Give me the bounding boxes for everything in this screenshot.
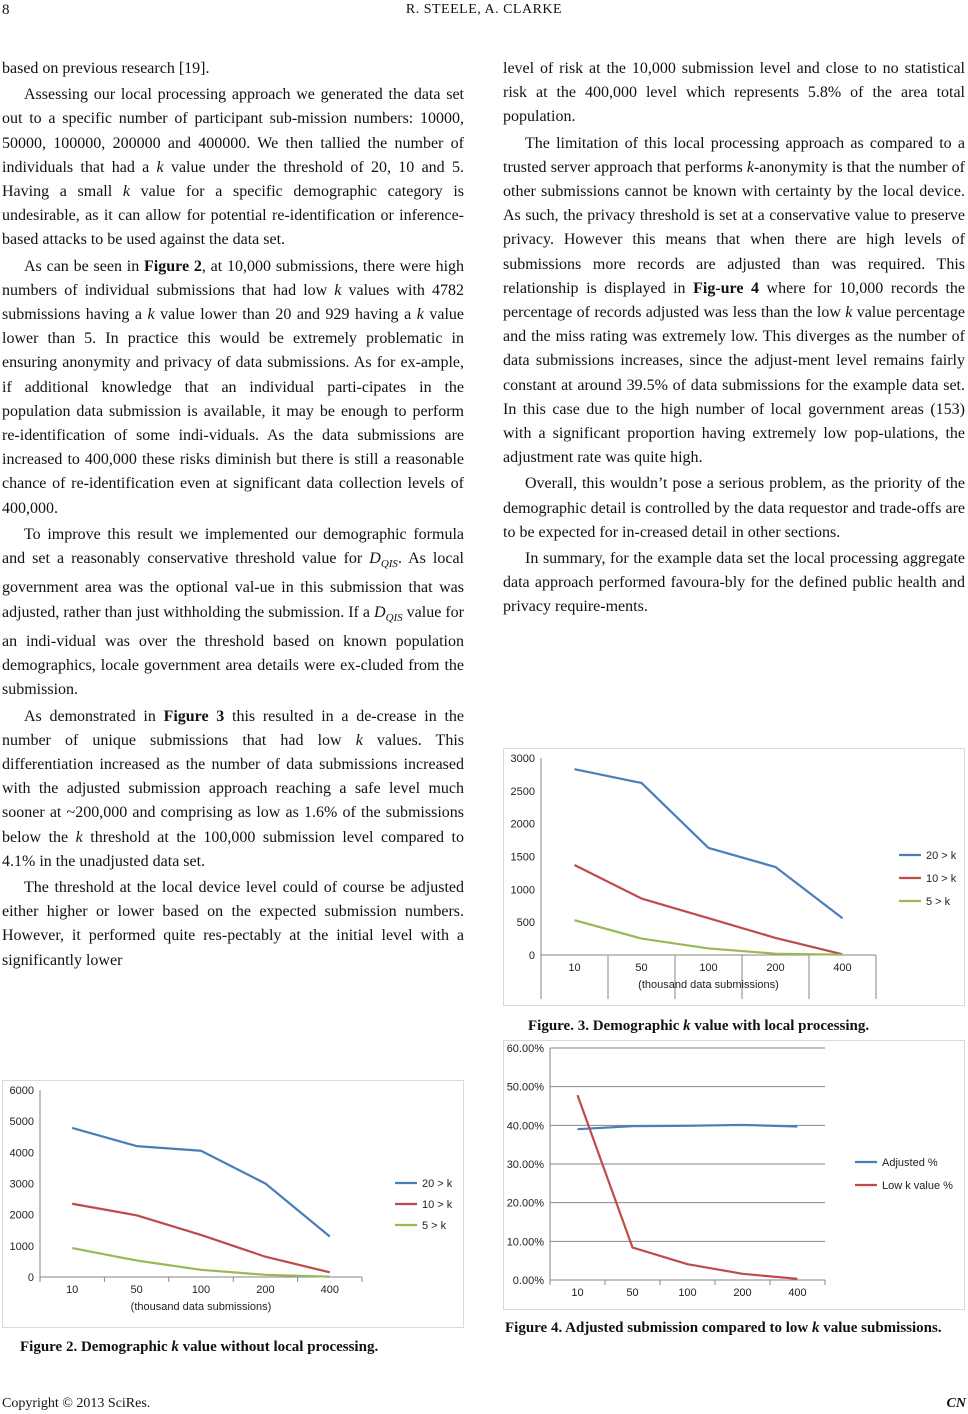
y-tick-label: 40.00% bbox=[506, 1120, 544, 1133]
y-tick-label: 1000 bbox=[510, 884, 535, 897]
x-tick-label: 50 bbox=[626, 1287, 639, 1299]
y-tick-label: 50.00% bbox=[506, 1081, 544, 1094]
x-tick-label: 10 bbox=[571, 1287, 584, 1299]
legend-label: 20 > k bbox=[926, 850, 957, 862]
x-tick-label: 100 bbox=[699, 962, 718, 974]
y-tick-label: 500 bbox=[516, 917, 535, 930]
right-column bbox=[503, 57, 965, 620]
legend-label: 10 > k bbox=[926, 873, 957, 885]
x-tick-label: 200 bbox=[733, 1287, 752, 1299]
figure-3-caption: Figure. 3. Demographic k value with local processing. bbox=[528, 1018, 870, 1034]
paragraph: The threshold at the local device level could of course be adjusted either higher or lower based on the expected submission numbers. However, it performed quite res-pectably at the initial level with a significantly lower bbox=[2, 879, 464, 969]
paragraph: As demonstrated in Figure 3 this resulted in a de-crease in the number of unique submissions that had low k values. This differentiation increased as the number of data submissions increased with the adjusted submission approach reaching a safe level much sooner at ~200,000 and comprising as low as 1.6% of the submissions below the k threshold at the 100,000 submission level compared to 4.1% in the unadjusted data set. bbox=[2, 707, 464, 870]
x-tick-label: 50 bbox=[635, 962, 648, 974]
y-tick-label: 1000 bbox=[9, 1240, 34, 1253]
fig4-svg bbox=[503, 1040, 965, 1310]
x-tick-label: 10 bbox=[66, 1284, 79, 1296]
y-tick-label: 4000 bbox=[9, 1147, 34, 1160]
y-tick-label: 30.00% bbox=[506, 1159, 544, 1171]
x-tick-label: 100 bbox=[191, 1284, 211, 1296]
paragraph: level of risk at the 10,000 submission level and close to no statistical risk at the 400,000 level which represents 5.8% of the area total population. bbox=[503, 60, 965, 126]
journal-footer: CN bbox=[946, 1396, 966, 1411]
page-number: 8 bbox=[2, 2, 10, 18]
legend-label: 20 > k bbox=[422, 1178, 453, 1190]
x-tick-label: 400 bbox=[833, 962, 852, 974]
figure-4-caption: Figure 4. Adjusted submission compared to low k value submissions. bbox=[505, 1320, 942, 1336]
y-tick-label: 0 bbox=[528, 950, 535, 962]
y-tick-label: 0.00% bbox=[512, 1275, 544, 1287]
x-tick-label: 100 bbox=[678, 1287, 697, 1299]
y-tick-label: 3000 bbox=[9, 1178, 34, 1191]
x-tick-label: 50 bbox=[130, 1284, 143, 1296]
legend-label: 5 > k bbox=[422, 1220, 447, 1232]
legend-label: 10 > k bbox=[422, 1199, 453, 1211]
running-header-authors: R. STEELE, A. CLARKE bbox=[405, 2, 563, 17]
y-tick-label: 2500 bbox=[510, 785, 535, 798]
legend-label: 5 > k bbox=[926, 896, 951, 908]
x-axis-label: (thousand data submissions) bbox=[130, 1301, 272, 1313]
paragraph: As can be seen in Figure 2, at 10,000 submissions, there were high numbers of individual submissions that had low k values with 4782 submissions having a k value lower than 20 and 929 having a k value lower than 5. In practice this would be extremely problematic in ensuring anonymity and privacy of data submissions. As for ex-ample, if additional knowledge that an individual parti-cipates in the population data submission is available, it may be enough to perform re-identification of some indi-viduals. As the data submissions are increased to 400,000 these risks diminish but there is still a reasonable chance of re-identification even at significant data collection levels of 400,000. bbox=[2, 257, 465, 517]
legend-label: Low k value % bbox=[882, 1180, 953, 1192]
x-tick-label: 400 bbox=[788, 1287, 807, 1299]
y-tick-label: 1500 bbox=[510, 851, 535, 864]
fig3-svg bbox=[503, 748, 965, 1006]
legend-label: Adjusted % bbox=[882, 1157, 938, 1169]
paragraph: The limitation of this local processing approach as compared to a trusted server approach that performs k-anonymity is that the number of other submissions cannot be known with certainty by the local device. As such, the privacy threshold is set at a conservative value to preserve privacy. However this means that when there are high levels of submissions more records are adjusted than was required. This relationship is displayed in Fig-ure 4 where for 10,000 records the percentage of records adjusted was less than the low k value percentage and the miss rating was extremely low. This diverges as the number of data submissions increases, since the adjust-ment level remains fairly constant at around 39.5% of data submissions for the example data set. In this case due to the high number of local government areas (153) with a significant proportion having extremely low pop-ulations, the adjustment rate was quite high. bbox=[503, 134, 966, 467]
figure-4-chart bbox=[503, 1040, 965, 1310]
paragraph: based on previous research [19]. bbox=[2, 60, 210, 77]
y-tick-label: 20.00% bbox=[506, 1197, 544, 1210]
y-tick-label: 5000 bbox=[9, 1116, 34, 1129]
y-tick-label: 6000 bbox=[9, 1085, 34, 1097]
x-tick-label: 200 bbox=[766, 962, 785, 974]
fig2-svg bbox=[2, 1080, 464, 1328]
figure-3-chart bbox=[503, 748, 965, 1006]
paragraph: To improve this result we implemented our demographic formula and set a reasonably conservative threshold value for $D_{QIS}$. As local government area was the optional val-ue in this submission that was adjusted, rather than just withholding the submission. If a $D_{QIS}$ value for an indi-vidual was over the threshold based on known population demographics, locale government area details were ex-cluded from the submission. bbox=[2, 525, 464, 699]
y-tick-label: 10.00% bbox=[506, 1236, 544, 1249]
paragraph: Overall, this wouldn’t pose a serious problem, as the priority of the demographic detail is controlled by the data requestor and trade-offs are to be expected for in-creased detail in other sections. bbox=[503, 475, 965, 541]
figure-2-chart bbox=[2, 1080, 464, 1328]
y-tick-label: 60.00% bbox=[506, 1043, 544, 1055]
x-tick-label: 400 bbox=[320, 1284, 339, 1296]
y-tick-label: 3000 bbox=[510, 753, 535, 765]
figure-2-caption: Figure 2. Demographic k value without local processing. bbox=[20, 1339, 379, 1355]
left-column bbox=[2, 57, 464, 973]
x-tick-label: 200 bbox=[256, 1284, 275, 1296]
paragraph: Assessing our local processing approach we generated the data set out to a specific number of participant sub-mission numbers: 10000, 50000, 100000, 200000 and 400000. We then tallied the number of individuals that had a k value under the threshold of 20, 10 and 5. Having a small k value for a specific demographic category is undesirable, as it can allow for potential re-identification or inference-based attacks to be used against the data set. bbox=[2, 86, 464, 249]
y-tick-label: 2000 bbox=[510, 818, 535, 831]
chart-border bbox=[504, 1041, 965, 1310]
y-tick-label: 2000 bbox=[9, 1209, 34, 1222]
paragraph: In summary, for the example data set the local processing aggregate data approach performed favoura-bly for the defined public health and privacy require-ments. bbox=[503, 550, 965, 616]
copyright-footer: Copyright © 2013 SciRes. bbox=[2, 1396, 151, 1411]
y-tick-label: 0 bbox=[27, 1272, 34, 1284]
x-axis-label: (thousand data submissions) bbox=[638, 979, 779, 991]
x-tick-label: 10 bbox=[568, 962, 581, 974]
